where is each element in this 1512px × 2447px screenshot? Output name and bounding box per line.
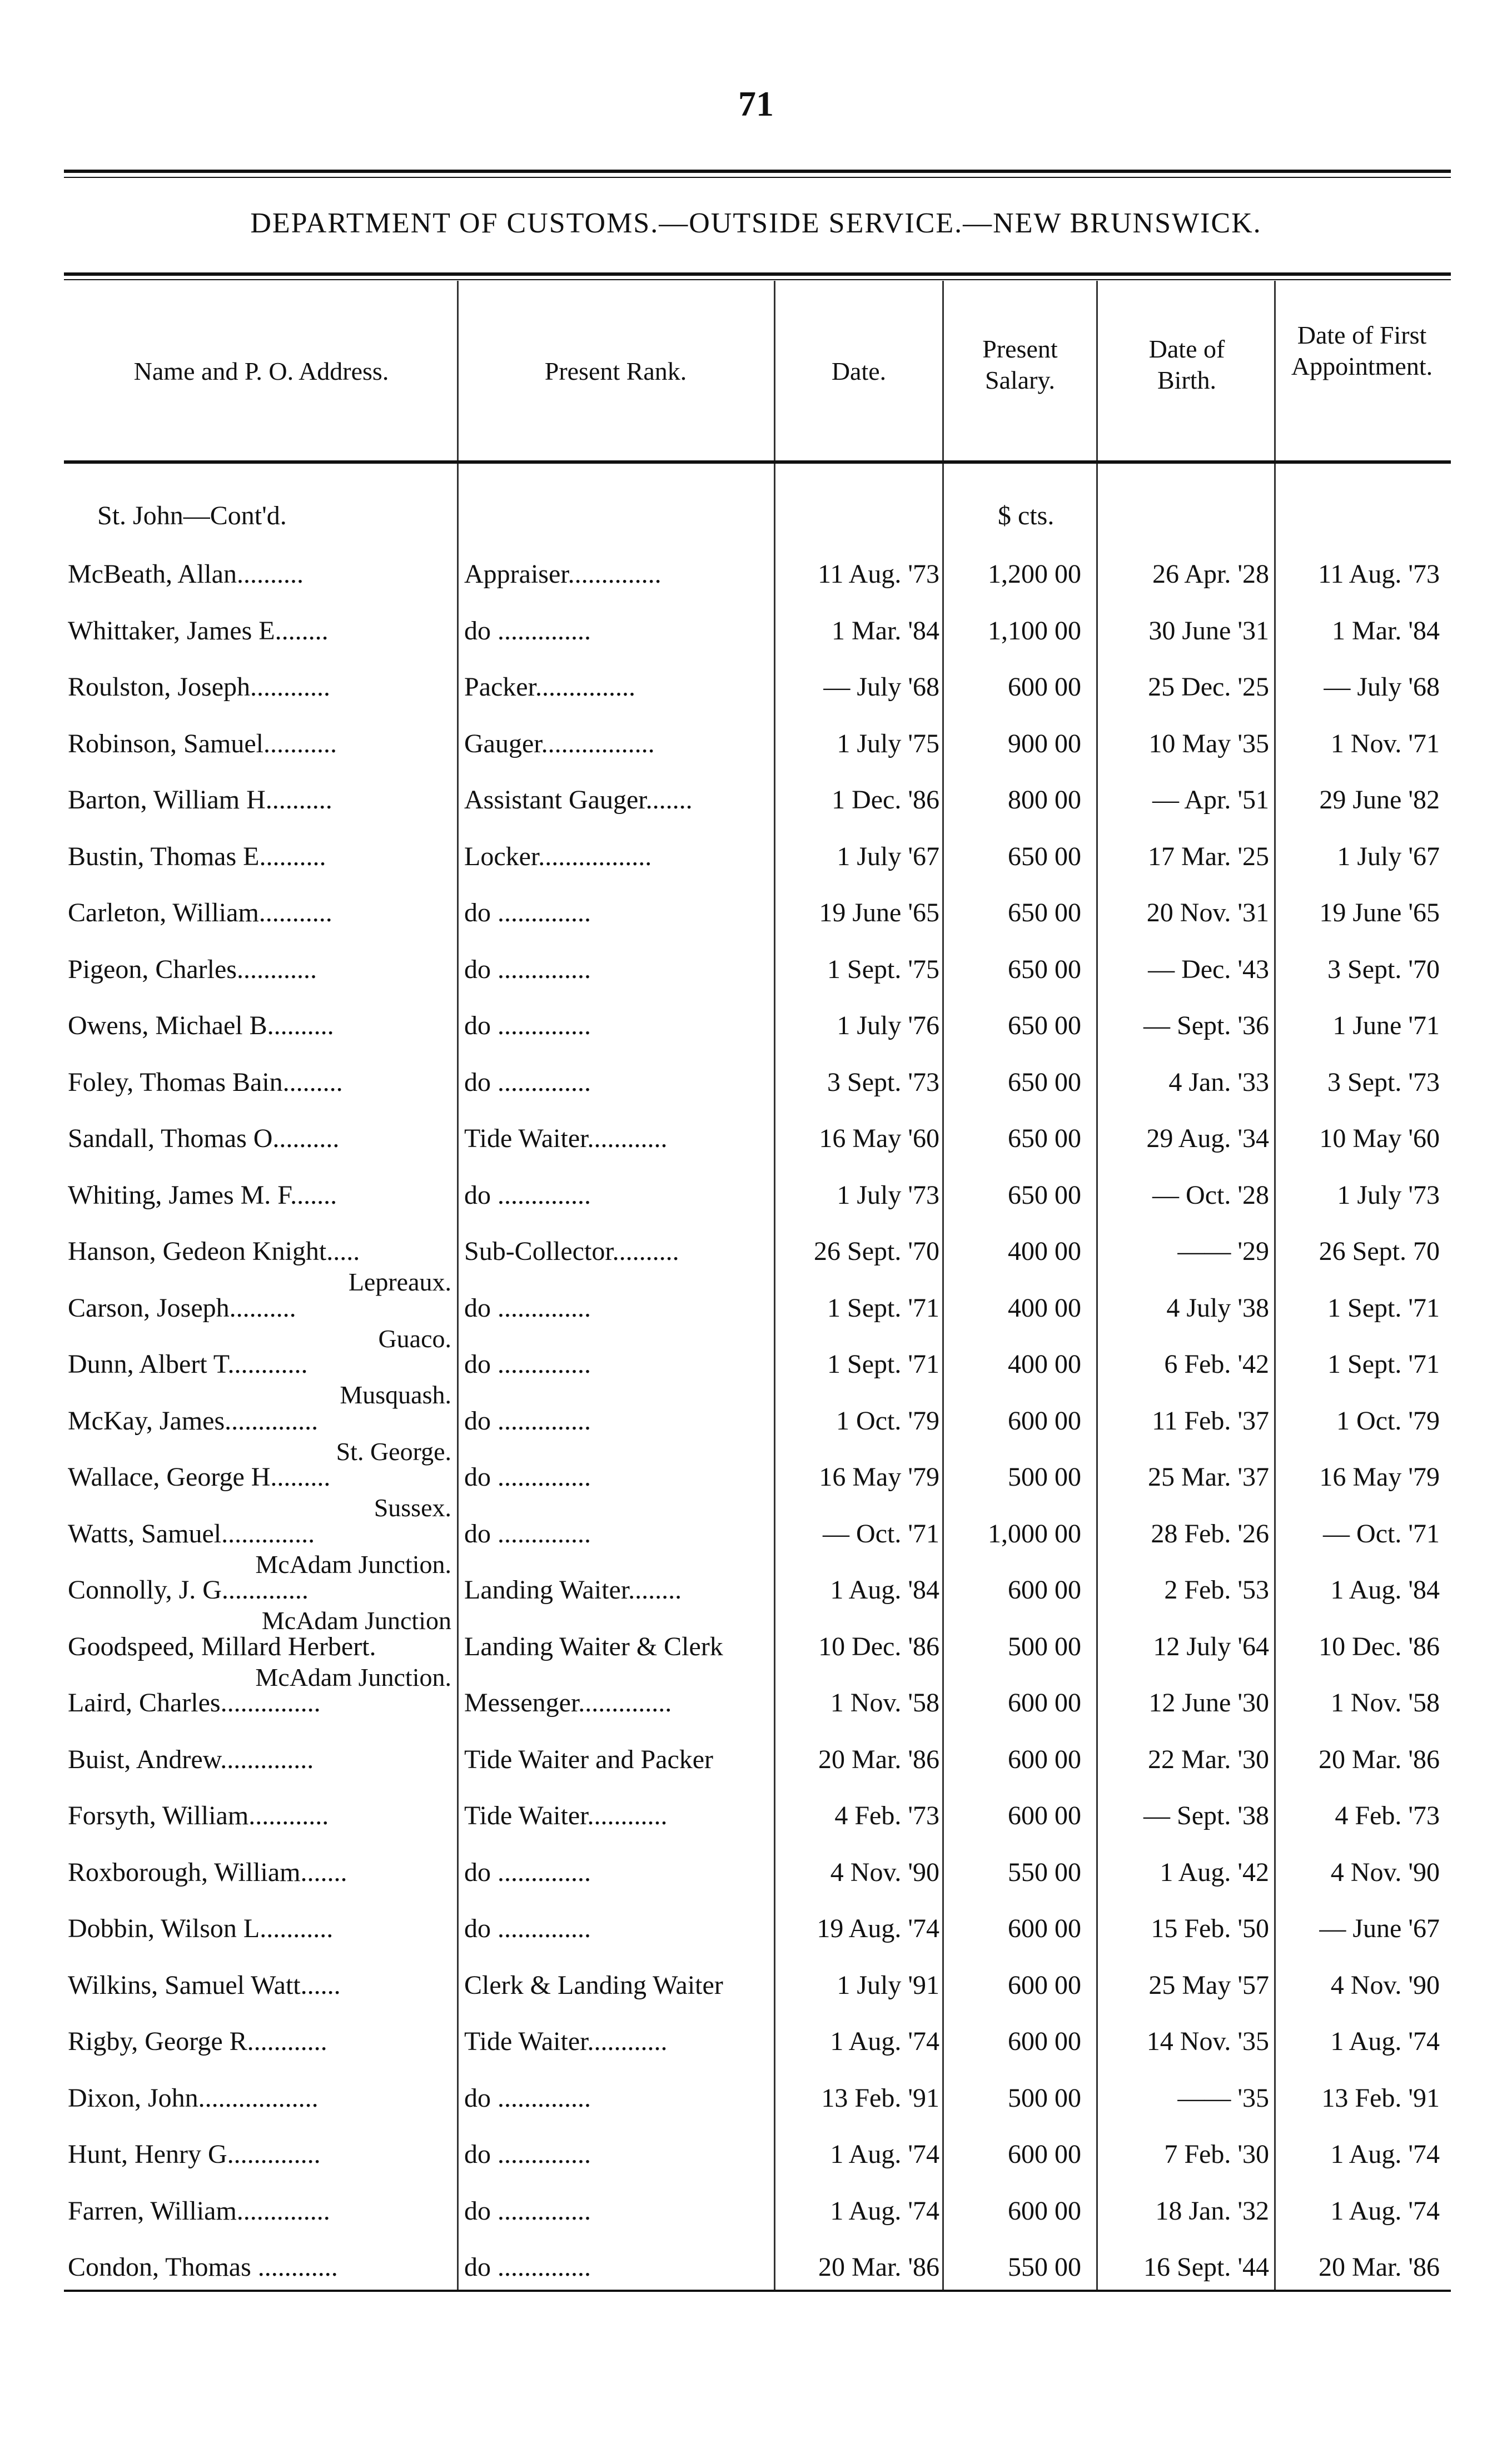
present-salary: 600 00	[1008, 1745, 1081, 1774]
employee-name: Goodspeed, Millard Herbert.	[68, 1632, 376, 1661]
table-row	[0, 2139, 1512, 2195]
rank-date: 4 Nov. '90	[830, 1858, 939, 1887]
date-of-birth: — Apr. '51	[1152, 785, 1269, 815]
present-salary: 1,000 00	[988, 1519, 1081, 1548]
employee-name: Roulston, Joseph............	[68, 672, 331, 702]
present-rank: do ..............	[464, 898, 591, 927]
first-appointment-date: 1 Oct. '79	[1336, 1406, 1440, 1436]
table-row	[0, 1462, 1512, 1522]
present-rank: do ..............	[464, 955, 591, 984]
header-name: Name and P. O. Address.	[133, 357, 389, 385]
table-row	[0, 2196, 1512, 2251]
page-number: 71	[738, 84, 774, 123]
present-salary: 1,200 00	[988, 559, 1081, 589]
section-title: St. John—Cont'd.	[97, 501, 287, 530]
date-of-birth: 2 Feb. '53	[1164, 1575, 1269, 1605]
first-appointment-date: 1 Nov. '71	[1330, 729, 1440, 758]
date-of-birth: 12 June '30	[1148, 1688, 1269, 1718]
rank-date: 1 July '73	[837, 1180, 939, 1210]
employee-name: Barton, William H..........	[68, 785, 332, 815]
present-rank: do ..............	[464, 2083, 591, 2113]
table-row	[0, 2083, 1512, 2138]
date-of-birth: 25 Dec. '25	[1148, 672, 1269, 702]
employee-name: Bustin, Thomas E..........	[68, 842, 326, 871]
first-appointment-date: 1 Aug. '84	[1330, 1575, 1440, 1605]
employee-name: Whiting, James M. F.......	[68, 1180, 337, 1210]
present-salary: 400 00	[1008, 1237, 1081, 1266]
table-row	[0, 728, 1512, 784]
first-appointment-date: 4 Feb. '73	[1335, 1801, 1440, 1830]
table-row	[0, 841, 1512, 897]
present-rank: do ..............	[464, 1406, 591, 1436]
date-of-birth: 30 June '31	[1148, 616, 1269, 646]
table-row	[0, 1631, 1512, 1691]
first-appointment-date: 29 June '82	[1319, 785, 1440, 815]
rank-date: 19 Aug. '74	[817, 1914, 939, 1943]
first-appointment-date: 1 Aug. '74	[1330, 2196, 1440, 2226]
present-rank: do ..............	[464, 1011, 591, 1040]
rank-date: 1 Nov. '58	[830, 1688, 939, 1718]
first-appointment-date: 13 Feb. '91	[1321, 2083, 1440, 2113]
rank-date: 1 Aug. '74	[830, 2196, 939, 2226]
date-of-birth: 18 Jan. '32	[1155, 2196, 1269, 2226]
present-salary: 600 00	[1008, 1406, 1081, 1436]
date-of-birth: 25 May '57	[1148, 1970, 1269, 2000]
first-appointment-date: 1 Sept. '71	[1327, 1293, 1440, 1323]
present-salary: 800 00	[1008, 785, 1081, 815]
employee-name: Laird, Charles...............	[68, 1688, 321, 1718]
present-salary: 650 00	[1008, 955, 1081, 984]
present-salary: 600 00	[1008, 1575, 1081, 1605]
rank-date: 1 Aug. '74	[830, 2027, 939, 2056]
present-rank: do ..............	[464, 1068, 591, 1097]
post-office-address: St. George.	[336, 1437, 451, 1466]
present-rank: do ..............	[464, 1462, 591, 1492]
date-of-birth: — Sept. '36	[1143, 1011, 1269, 1040]
employee-name: Owens, Michael B..........	[68, 1011, 334, 1040]
salary-units: $ cts.	[998, 501, 1055, 530]
employee-name: Dunn, Albert T............	[68, 1349, 308, 1379]
post-office-address: McAdam Junction.	[255, 1663, 451, 1691]
present-salary: 550 00	[1008, 2252, 1081, 2282]
first-appointment-date: 1 Nov. '58	[1330, 1688, 1440, 1718]
table-row	[0, 1123, 1512, 1179]
present-rank: Tide Waiter............	[464, 2027, 668, 2056]
first-appointment-date: 1 Sept. '71	[1327, 1349, 1440, 1379]
first-appointment-date: 20 Mar. '86	[1319, 1745, 1440, 1774]
post-office-address: Lepreaux.	[348, 1268, 451, 1296]
employee-name: Forsyth, William............	[68, 1801, 329, 1830]
table-row	[0, 1744, 1512, 1800]
date-of-birth: 20 Nov. '31	[1146, 898, 1269, 927]
rank-date: 1 July '67	[837, 842, 939, 871]
table-row	[0, 897, 1512, 953]
table-row	[0, 2026, 1512, 2082]
present-rank: Assistant Gauger.......	[464, 785, 693, 815]
rank-date: 26 Sept. '70	[814, 1237, 939, 1266]
present-salary: 600 00	[1008, 672, 1081, 702]
date-of-birth: 28 Feb. '26	[1151, 1519, 1269, 1548]
present-salary: 400 00	[1008, 1293, 1081, 1323]
rank-date: 1 Sept. '71	[827, 1293, 939, 1323]
rank-date: 1 Aug. '74	[830, 2140, 939, 2169]
present-rank: do ..............	[464, 1519, 591, 1548]
employee-name: McKay, James..............	[68, 1406, 319, 1436]
top-rule-thin	[64, 177, 1451, 178]
rank-date: 1 July '91	[837, 1970, 939, 2000]
present-rank: Sub-Collector..........	[464, 1237, 679, 1266]
rank-date: 20 Mar. '86	[818, 2252, 939, 2282]
first-appointment-date: 1 Aug. '74	[1330, 2140, 1440, 2169]
employee-name: Robinson, Samuel...........	[68, 729, 337, 758]
present-rank: do ..............	[464, 1858, 591, 1887]
rank-date: 13 Feb. '91	[821, 2083, 939, 2113]
date-of-birth: 25 Mar. '37	[1148, 1462, 1269, 1492]
post-office-address: Sussex.	[374, 1493, 451, 1522]
rank-date: 1 Mar. '84	[832, 616, 939, 646]
present-salary: 500 00	[1008, 2083, 1081, 2113]
present-salary: 650 00	[1008, 1068, 1081, 1097]
rank-date: 10 Dec. '86	[818, 1632, 939, 1661]
present-rank: do ..............	[464, 1914, 591, 1943]
present-salary: 600 00	[1008, 1970, 1081, 2000]
table-row	[0, 1518, 1512, 1579]
employee-name: Pigeon, Charles............	[68, 955, 317, 984]
header-salary: Present Salary.	[982, 335, 1058, 394]
first-appointment-date: 16 May '79	[1319, 1462, 1440, 1492]
first-appointment-date: — July '68	[1324, 672, 1440, 702]
table-row	[0, 1180, 1512, 1235]
present-salary: 600 00	[1008, 1688, 1081, 1718]
rank-date: 11 Aug. '73	[818, 559, 939, 589]
present-rank: do ..............	[464, 2196, 591, 2226]
table-row	[0, 1687, 1512, 1743]
present-rank: Packer...............	[464, 672, 635, 702]
date-of-birth: 10 May '35	[1148, 729, 1269, 758]
employee-name: Hanson, Gedeon Knight.....	[68, 1237, 360, 1266]
first-appointment-date: 20 Mar. '86	[1319, 2252, 1440, 2282]
first-appointment-date: 26 Sept. 70	[1319, 1237, 1440, 1266]
table-row	[0, 1349, 1512, 1409]
present-salary: 500 00	[1008, 1462, 1081, 1492]
employee-name: Foley, Thomas Bain.........	[68, 1068, 343, 1097]
first-appointment-date: 11 Aug. '73	[1318, 559, 1440, 589]
present-rank: Landing Waiter & Clerk	[464, 1632, 723, 1661]
top-rule	[64, 170, 1451, 173]
present-salary: 500 00	[1008, 1632, 1081, 1661]
first-appointment-date: 4 Nov. '90	[1330, 1970, 1440, 2000]
date-of-birth: 11 Feb. '37	[1152, 1406, 1269, 1436]
table-row	[0, 1406, 1512, 1466]
date-of-birth: 4 July '38	[1166, 1293, 1269, 1323]
rank-date: 1 Sept. '71	[827, 1349, 939, 1379]
date-of-birth: — Dec. '43	[1148, 955, 1269, 984]
rank-date: 20 Mar. '86	[818, 1745, 939, 1774]
rank-date: 16 May '60	[819, 1124, 939, 1153]
employee-name: Carson, Joseph..........	[68, 1293, 296, 1323]
table-row	[0, 672, 1512, 727]
rank-date: 1 Aug. '84	[830, 1575, 939, 1605]
post-office-address: McAdam Junction	[261, 1606, 451, 1635]
table-row	[0, 785, 1512, 840]
first-appointment-date: 19 June '65	[1319, 898, 1440, 927]
present-salary: 650 00	[1008, 1011, 1081, 1040]
table-row	[0, 1857, 1512, 1913]
employee-name: Hunt, Henry G..............	[68, 2140, 321, 2169]
rank-date: 1 July '75	[837, 729, 939, 758]
first-appointment-date: 1 July '73	[1337, 1180, 1440, 1210]
first-appointment-date: 3 Sept. '70	[1327, 955, 1440, 984]
table-row	[0, 1067, 1512, 1123]
first-appointment-date: 1 Mar. '84	[1332, 616, 1440, 646]
present-salary: 600 00	[1008, 2196, 1081, 2226]
table-row	[0, 1010, 1512, 1066]
present-rank: Appraiser..............	[464, 559, 662, 589]
present-salary: 600 00	[1008, 1914, 1081, 1943]
first-appointment-date: 1 July '67	[1337, 842, 1440, 871]
rank-date: 1 July '76	[837, 1011, 939, 1040]
table-row	[0, 1575, 1512, 1635]
first-appointment-date: 10 Dec. '86	[1319, 1632, 1440, 1661]
table-row	[0, 1236, 1512, 1296]
table-row	[0, 1800, 1512, 1856]
date-of-birth: 12 July '64	[1153, 1632, 1269, 1661]
employee-name: Dobbin, Wilson L...........	[68, 1914, 334, 1943]
present-salary: 900 00	[1008, 729, 1081, 758]
header-appointment: Date of First Appointment.	[1291, 321, 1433, 380]
present-rank: Tide Waiter and Packer	[464, 1745, 714, 1774]
present-rank: Locker.................	[464, 842, 652, 871]
date-of-birth: 22 Mar. '30	[1148, 1745, 1269, 1774]
date-of-birth: 29 Aug. '34	[1146, 1124, 1269, 1153]
present-salary: 650 00	[1008, 1124, 1081, 1153]
present-salary: 600 00	[1008, 1801, 1081, 1830]
date-of-birth: 7 Feb. '30	[1164, 2140, 1269, 2169]
date-of-birth: 16 Sept. '44	[1143, 2252, 1269, 2282]
employee-name: Wallace, George H.........	[68, 1462, 331, 1492]
header-top-rule	[64, 272, 1451, 276]
first-appointment-date: 4 Nov. '90	[1330, 1858, 1440, 1887]
present-salary: 550 00	[1008, 1858, 1081, 1887]
first-appointment-date: 1 Aug. '74	[1330, 2027, 1440, 2056]
rank-date: 19 June '65	[819, 898, 939, 927]
employee-name: Rigby, George R............	[68, 2027, 327, 2056]
table-row	[0, 616, 1512, 671]
post-office-address: Musquash.	[340, 1381, 451, 1409]
present-salary: 650 00	[1008, 1180, 1081, 1210]
present-rank: Gauger.................	[464, 729, 655, 758]
employee-name: Condon, Thomas ............	[68, 2252, 338, 2282]
post-office-address: McAdam Junction.	[255, 1550, 451, 1579]
first-appointment-date: 3 Sept. '73	[1327, 1068, 1440, 1097]
present-salary: 650 00	[1008, 842, 1081, 871]
header-top-rule-thin	[64, 279, 1451, 280]
rank-date: 4 Feb. '73	[834, 1801, 939, 1830]
employee-name: Watts, Samuel..............	[68, 1519, 315, 1548]
rank-date: 3 Sept. '73	[827, 1068, 939, 1097]
present-rank: do ..............	[464, 616, 591, 646]
first-appointment-date: — Oct. '71	[1323, 1519, 1440, 1548]
rank-date: 1 Dec. '86	[832, 785, 939, 815]
date-of-birth: 14 Nov. '35	[1146, 2027, 1269, 2056]
date-of-birth: —— '29	[1177, 1237, 1269, 1266]
present-rank: do ..............	[464, 2252, 591, 2282]
present-salary: 650 00	[1008, 898, 1081, 927]
first-appointment-date: — June '67	[1319, 1914, 1440, 1943]
employee-name: Whittaker, James E........	[68, 616, 329, 646]
rank-date: 1 Oct. '79	[836, 1406, 939, 1436]
table-row	[0, 2252, 1512, 2307]
present-rank: do ..............	[464, 1180, 591, 1210]
employee-name: Roxborough, William.......	[68, 1858, 347, 1887]
header-bottom-rule	[64, 460, 1451, 464]
post-office-address: Guaco.	[378, 1324, 451, 1353]
page-title: DEPARTMENT OF CUSTOMS.—OUTSIDE SERVICE.—NEW BRUNSWICK.	[250, 207, 1262, 239]
present-salary: 1,100 00	[988, 616, 1081, 646]
date-of-birth: —— '35	[1177, 2083, 1269, 2113]
date-of-birth: 1 Aug. '42	[1160, 1858, 1269, 1887]
table-row	[0, 954, 1512, 1010]
bottom-rule	[64, 2290, 1451, 2292]
header-birth: Date of Birth.	[1148, 335, 1225, 394]
rank-date: 16 May '79	[819, 1462, 939, 1492]
table-row	[0, 1970, 1512, 2026]
present-rank: do ..............	[464, 2140, 591, 2169]
employee-name: Buist, Andrew..............	[68, 1745, 314, 1774]
date-of-birth: 15 Feb. '50	[1151, 1914, 1269, 1943]
employee-name: McBeath, Allan..........	[68, 559, 304, 589]
present-rank: Tide Waiter............	[464, 1124, 668, 1153]
employee-name: Carleton, William...........	[68, 898, 332, 927]
date-of-birth: 4 Jan. '33	[1168, 1068, 1269, 1097]
first-appointment-date: 10 May '60	[1319, 1124, 1440, 1153]
table-row	[0, 1293, 1512, 1353]
employee-name: Sandall, Thomas O..........	[68, 1124, 340, 1153]
employee-name: Dixon, John..................	[68, 2083, 319, 2113]
employee-name: Farren, William..............	[68, 2196, 330, 2226]
employee-name: Connolly, J. G.............	[68, 1575, 309, 1605]
table-row	[0, 1913, 1512, 1969]
present-rank: do ..............	[464, 1293, 591, 1323]
table-row	[0, 559, 1512, 614]
date-of-birth: 6 Feb. '42	[1164, 1349, 1269, 1379]
date-of-birth: 17 Mar. '25	[1148, 842, 1269, 871]
rank-date: — Oct. '71	[823, 1519, 939, 1548]
date-of-birth: 26 Apr. '28	[1152, 559, 1269, 589]
present-rank: Landing Waiter........	[464, 1575, 682, 1605]
present-salary: 600 00	[1008, 2140, 1081, 2169]
first-appointment-date: 1 June '71	[1332, 1011, 1440, 1040]
rank-date: 1 Sept. '75	[827, 955, 939, 984]
date-of-birth: — Sept. '38	[1143, 1801, 1269, 1830]
rank-date: — July '68	[823, 672, 939, 702]
employee-name: Wilkins, Samuel Watt......	[68, 1970, 341, 2000]
present-rank: Messenger..............	[464, 1688, 672, 1718]
header-date: Date.	[831, 357, 887, 385]
date-of-birth: — Oct. '28	[1152, 1180, 1269, 1210]
present-rank: Clerk & Landing Waiter	[464, 1970, 723, 2000]
present-salary: 600 00	[1008, 2027, 1081, 2056]
present-salary: 400 00	[1008, 1349, 1081, 1379]
present-rank: Tide Waiter............	[464, 1801, 668, 1830]
present-rank: do ..............	[464, 1349, 591, 1379]
header-rank: Present Rank.	[544, 357, 687, 385]
